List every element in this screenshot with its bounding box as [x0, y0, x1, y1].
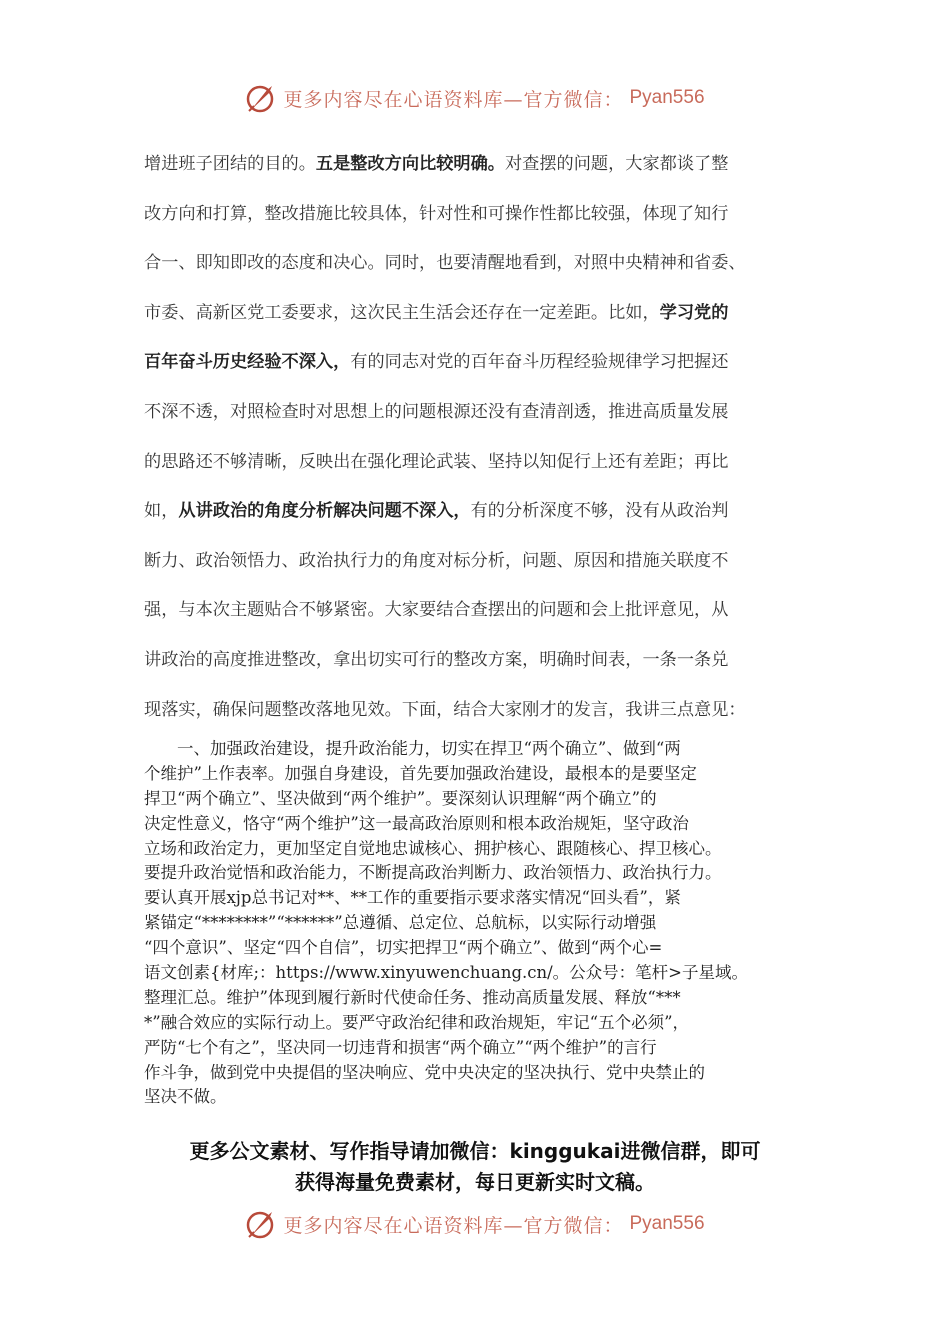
- bold-phrase: 学习党的: [659, 302, 729, 323]
- text-line: [144, 487, 804, 537]
- text-run: 合一、即知即改的态度和决心。同时，也要清醒地看到，对照中央精神和省委、: [144, 253, 746, 274]
- bold-phrase: 五是整改方向比较明确。: [315, 154, 505, 174]
- text-line: 整理汇总。维护”体现到履行新时代使命任务、推动高质量发展、释放“***: [144, 987, 681, 1007]
- text-run: 如，: [144, 501, 179, 522]
- text-line: 个维护”上作表率。加强自身建设，首先要加强政治建设，最根本的是要坚定: [144, 763, 697, 783]
- footer-brand-text: 更多内容尽在心语资料库—官方微信：: [283, 1214, 624, 1237]
- text-line: 严防“七个有之”，坚决同一切违背和损害“两个确立”“两个维护”的言行: [144, 1037, 657, 1057]
- text-run: 有的同志对党的百年奋斗历程经验规律学习把握还: [350, 352, 729, 373]
- text-run: 有的分析深度不够，没有从政治判: [470, 501, 729, 522]
- text-line: “四个意识”、坚定“四个自信”，切实把捍卫“两个确立”、做到“两个心=: [144, 938, 663, 958]
- text-run: 现落实，确保问题整改落地见效。下面，结合大家刚才的发言，我讲三点意见：: [144, 699, 746, 720]
- text-line: 立场和政治定力，更加坚定自觉地忠诚核心、拥护核心、跟随核心、捍卫核心。: [144, 838, 722, 858]
- text-run: 改方向和打算，整改措施比较具体，针对性和可操作性都比较强，体现了知行: [144, 203, 729, 224]
- text-run: 的思路还不够清晰，反映出在强化理论武装、坚持以知促行上还有差距；再比: [144, 451, 729, 472]
- text-line: *”融合效应的实际行动上。要严守政治纪律和政治规矩，牢记“五个必须”，: [144, 1012, 690, 1032]
- text-run: 增进班子团结的目的。: [144, 154, 316, 174]
- text-line: [144, 537, 804, 587]
- footer-wechat-id: Pyan556: [629, 1213, 705, 1234]
- text-line: [144, 239, 804, 289]
- text-line: [144, 388, 804, 438]
- text-line: 决定性意义，恪守“两个维护”这一最高政治原则和根本政治规矩，坚守政治: [144, 813, 689, 833]
- bold-phrase: 从讲政治的角度分析解决问题不深入，: [178, 501, 471, 522]
- text-line: 语文创素{材库;：https://www.xinyuwenchuang.cn/。公众号：笔杆>子星域。: [144, 963, 748, 983]
- header-banner: [0, 82, 950, 126]
- text-line: [144, 586, 804, 636]
- footer-banner: [0, 1208, 950, 1252]
- text-run: 断力、政治领悟力、政治执行力的角度对标分析，问题、原因和措施关联度不: [144, 550, 729, 571]
- quill-logo-icon: [245, 1208, 277, 1240]
- bold-phrase: 百年奋斗历史经验不深入，: [144, 352, 351, 373]
- text-line: [144, 140, 804, 190]
- text-line: 作斗争，做到党中央提倡的坚决响应、党中央决定的坚决执行、党中央禁止的: [144, 1062, 705, 1082]
- quill-logo-icon: [245, 82, 277, 114]
- text-line: [144, 338, 804, 388]
- promo-line-2: 获得海量免费素材，每日更新实时文稿。: [295, 1170, 655, 1194]
- header-wechat-id: Pyan556: [629, 87, 705, 108]
- header-brand-text: 更多内容尽在心语资料库—官方微信：: [283, 88, 624, 111]
- text-line: 一、加强政治建设，提升政治能力，切实在捍卫“两个确立”、做到“两: [144, 739, 681, 758]
- text-run: 强，与本次主题贴合不够紧密。大家要结合查摆出的问题和会上批评意见，从: [144, 600, 729, 621]
- text-line: [144, 636, 804, 686]
- text-line: [144, 686, 804, 736]
- text-line: 捍卫“两个确立”、坚决做到“两个维护”。要深刻认识理解“两个确立”的: [144, 788, 657, 808]
- text-line: [144, 190, 804, 240]
- body-paragraph-sans: [144, 140, 804, 735]
- text-line: 坚决不做。: [144, 1087, 227, 1107]
- text-line: 紧锚定“********”“******”总遵循、总定位、总航标，以实际行动增强: [144, 913, 657, 933]
- text-run: 讲政治的高度推进整改，拿出切实可行的整改方案，明确时间表，一条一条兑: [144, 649, 729, 670]
- text-line: [144, 438, 804, 488]
- text-run: 对查摆的问题，大家都谈了整: [504, 154, 729, 174]
- text-line: 要提升政治觉悟和政治能力，不断提高政治判断力、政治领悟力、政治执行力。: [144, 863, 722, 883]
- promo-line-1: 更多公文素材、写作指导请加微信：kinggukai进微信群，即可: [189, 1139, 761, 1163]
- body-paragraph-serif: [144, 737, 804, 1110]
- text-line: 要认真开展xjp总书记对**、**工作的重要指示要求落实情况“回头看”，紧: [144, 888, 681, 908]
- text-run: 市委、高新区党工委要求，这次民主生活会还存在一定差距。比如，: [144, 302, 660, 323]
- text-line: [144, 289, 804, 339]
- text-run: 不深不透，对照检查时对思想上的问题根源还没有查清剖透，推进高质量发展: [144, 401, 729, 422]
